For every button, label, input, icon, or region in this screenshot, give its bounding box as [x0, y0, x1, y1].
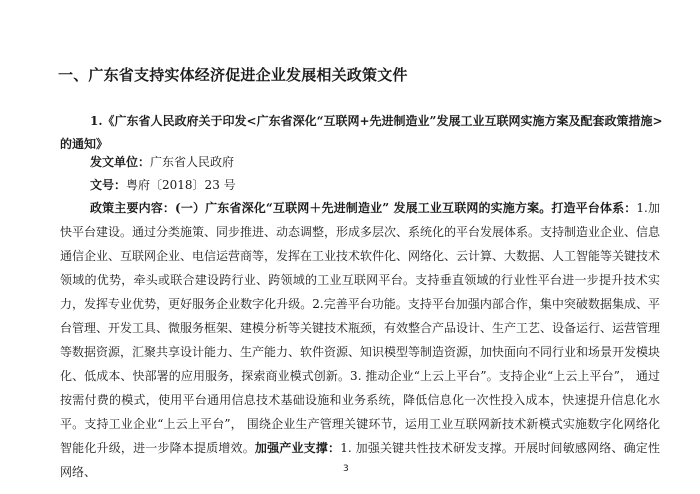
document-title: [60, 110, 663, 156]
summary-label: 政策主要内容：: [90, 201, 176, 215]
document-number-row: [90, 176, 236, 193]
industry-support-text: 1. 加强关键共性技术研发支撑。开展时间敏感网络、确定性网络、: [60, 441, 660, 479]
issuer-row: [90, 153, 234, 170]
industry-support-label: 加强产业支撑：: [254, 441, 341, 455]
summary-text: 1.加快平台建设。通过分类施策、同步推进、动态调整，形成多层次、系统化的平台发展体系。支持制造业企业、信息通信企业、互联网企业、电信运营商等，发挥在工业技术软件化、网络化、云计算、大数据、人工智能等关键技术领域的优势，牵头或联合建设跨行业、跨领域的工业互联网平台。支持垂直领域的行业性平台进一步提升技术实力，发挥专业优势，更好服务企业数字化升级。2.完善平台功能。支持平台加强内部合作，集中突破数据集成、平台管理、开发工具、微服务框架、建模分析等关键技术瓶颈，有效整合产品设计、生产工艺、设备运行、运营管理等数据资源，汇聚共享设计能力、生产能力、软件资源、知识模型等制造资源，加快面向不同行业和场景开发模块化、低成本、快部署的应用服务，探索商业模式创新。3. 推动企业“上云上平台”。支持企业“上云上平台”， 通过按需付费的模式，使用平台通用信息技术基础设施和业务系统，降低信息化一次性投入成本，快速提升信息化水平。支持工业企业“上云上平台”， 围绕企业生产管理关键环节，运用工业互联网新技术新模式实施数字化网络化智能化升级，进一步降本提质增效。: [60, 201, 661, 455]
page-number: 3: [343, 464, 349, 474]
document-number-label: 文号：: [90, 178, 127, 192]
policy-body: [60, 196, 660, 484]
document-title-line-2: 的通知》: [60, 137, 109, 151]
section-title: 一、广东省支持实体经济促进企业发展相关政策文件: [58, 66, 408, 84]
document-title-line-1: 1.《广东省人民政府关于印发<广东省深化“互联网+先进制造业”发展工业互联网实施方案及配套政策措施>: [90, 114, 663, 128]
policy-paragraph: [60, 196, 660, 484]
issuer-label: 发文单位：: [90, 155, 151, 169]
document-number-value: 粤府〔2018〕23 号: [126, 178, 236, 192]
summary-heading: (一）广东省深化“互联网＋先进制造业” 发展工业互联网的实施方案。打造平台体系：: [175, 201, 637, 215]
issuer-value: 广东省人民政府: [150, 155, 235, 169]
